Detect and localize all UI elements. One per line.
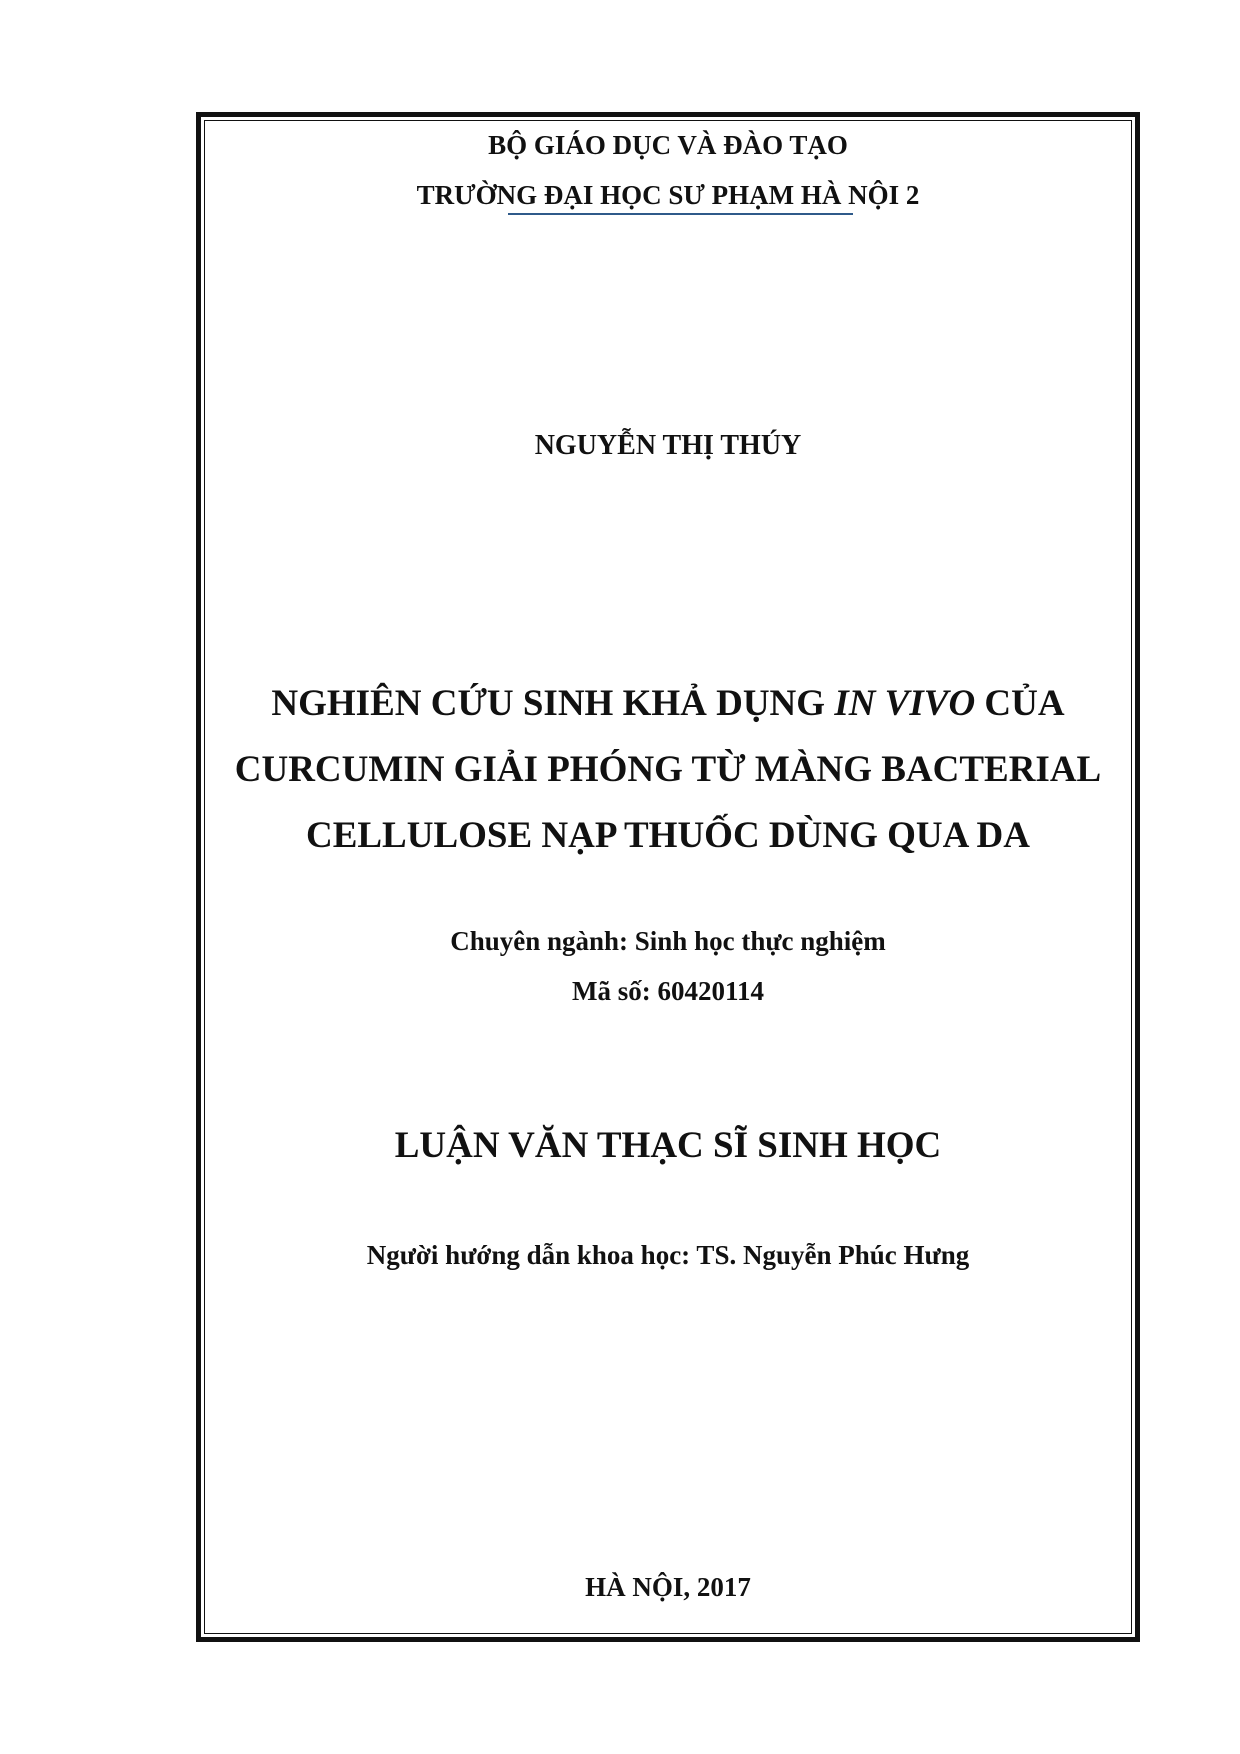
- thesis-title-line-2: CURCUMIN GIẢI PHÓNG TỪ MÀNG BACTERIAL: [234, 749, 1102, 790]
- major-code: Mã số: 60420114: [572, 976, 764, 1006]
- thesis-title-line-1-start: NGHIÊN CỨU SINH KHẢ DỤNG: [271, 683, 835, 724]
- degree-type: LUẬN VĂN THẠC SĨ SINH HỌC: [394, 1125, 942, 1166]
- major-field: Chuyên ngành: Sinh học thực nghiệm: [450, 926, 886, 956]
- university-underline: [508, 213, 853, 215]
- place-and-year: HÀ NỘI, 2017: [585, 1572, 751, 1602]
- thesis-title-italic: IN VIVO: [834, 683, 976, 724]
- ministry-name: BỘ GIÁO DỤC VÀ ĐÀO TẠO: [488, 130, 848, 160]
- university-name: TRƯỜNG ĐẠI HỌC SƯ PHẠM HÀ NỘI 2: [416, 180, 920, 210]
- page-border: [196, 112, 1140, 1642]
- supervisor: Người hướng dẫn khoa học: TS. Nguyễn Phúc Hưng: [366, 1240, 970, 1270]
- thesis-title-line-1-end: CỦA: [975, 683, 1065, 724]
- thesis-title-line-1: [196, 682, 1140, 725]
- thesis-title-line-3: CELLULOSE NẠP THUỐC DÙNG QUA DA: [305, 815, 1030, 856]
- author-name: NGUYỄN THỊ THÚY: [534, 430, 802, 461]
